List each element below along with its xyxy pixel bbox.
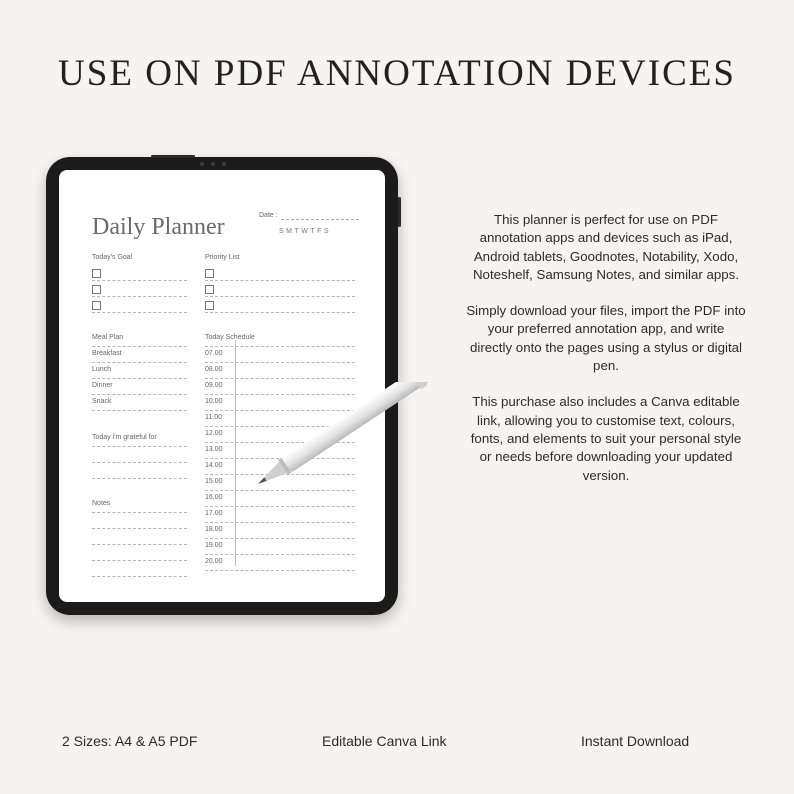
time-slot: 11.00 xyxy=(205,414,222,421)
time-slot: 12.00 xyxy=(205,430,223,437)
time-slot: 19.00 xyxy=(205,542,223,549)
notes-line xyxy=(92,512,187,513)
meal-breakfast: Breakfast xyxy=(92,350,122,357)
priority-checkbox[interactable] xyxy=(205,301,214,310)
notes-line xyxy=(92,576,187,577)
time-slot: 18.00 xyxy=(205,526,223,533)
notes-line xyxy=(92,544,187,545)
meal-plan-label: Meal Plan xyxy=(92,334,124,341)
stylus-pen-icon xyxy=(250,382,480,492)
goal-line xyxy=(92,312,187,313)
description-paragraph-1: This planner is perfect for use on PDF annotation apps and devices such as iPad, Android tablets, Goodnotes, Notability, Xodo, Noteshelf, Samsung Notes, and similar apps. xyxy=(472,212,740,282)
planner-title: Daily Planner xyxy=(92,214,225,240)
time-slot: 15.00 xyxy=(205,478,223,485)
description xyxy=(466,211,746,503)
priority-line xyxy=(205,280,355,281)
schedule-line xyxy=(205,362,355,363)
feature-canva-link: Editable Canva Link xyxy=(322,733,447,749)
meal-dinner: Dinner xyxy=(92,382,113,389)
camera-dot xyxy=(222,162,226,166)
schedule-line xyxy=(205,554,355,555)
priority-line xyxy=(205,296,355,297)
priority-line xyxy=(205,312,355,313)
description-paragraph-3: This purchase also includes a Canva editable link, allowing you to customise text, colours, fonts, and elements to suit your personal style or needs before downloading your updated version. xyxy=(470,394,742,483)
notes-line xyxy=(92,560,187,561)
time-slot: 09.00 xyxy=(205,382,223,389)
date-line xyxy=(281,219,359,220)
goal-line xyxy=(92,280,187,281)
camera-icon xyxy=(211,162,215,166)
schedule-line xyxy=(205,522,355,523)
time-slot: 07.00 xyxy=(205,350,223,357)
tablet-power-button xyxy=(398,197,401,227)
schedule-line xyxy=(205,378,355,379)
grateful-label: Today i'm grateful for xyxy=(92,434,157,441)
notes-line xyxy=(92,528,187,529)
grateful-line xyxy=(92,478,187,479)
schedule-label: Today Schedule xyxy=(205,334,255,341)
time-slot: 10.00 xyxy=(205,398,223,405)
grateful-line xyxy=(92,446,187,447)
description-paragraph-2: Simply download your files, import the PDF into your preferred annotation app, and write directly onto the pages using a stylus or digital pen. xyxy=(466,303,746,374)
tablet-volume-button xyxy=(151,155,195,158)
schedule-line xyxy=(205,538,355,539)
time-slot: 16.00 xyxy=(205,494,223,501)
goal-checkbox[interactable] xyxy=(92,301,101,310)
notes-label: Notes xyxy=(92,500,111,507)
meal-line xyxy=(92,346,187,347)
time-slot: 08.00 xyxy=(205,366,223,373)
meal-lunch: Lunch xyxy=(92,366,112,373)
time-slot: 17.00 xyxy=(205,510,223,517)
meal-line xyxy=(92,410,187,411)
camera-dot xyxy=(200,162,204,166)
meal-line xyxy=(92,362,187,363)
date-label: Date : xyxy=(259,212,278,219)
weekday-letters: SMTWTFS xyxy=(279,228,332,235)
feature-sizes: 2 Sizes: A4 & A5 PDF xyxy=(62,733,198,749)
schedule-line xyxy=(205,346,355,347)
priority-checkbox[interactable] xyxy=(205,285,214,294)
time-slot: 13.00 xyxy=(205,446,223,453)
schedule-line xyxy=(205,506,355,507)
schedule-divider xyxy=(235,340,236,566)
meal-snack: Snack xyxy=(92,398,112,405)
todays-goal-label: Today's Goal xyxy=(92,254,133,261)
goal-checkbox[interactable] xyxy=(92,269,101,278)
meal-line xyxy=(92,394,187,395)
priority-checkbox[interactable] xyxy=(205,269,214,278)
feature-instant-download: Instant Download xyxy=(581,733,690,749)
goal-checkbox[interactable] xyxy=(92,285,101,294)
meal-line xyxy=(92,378,187,379)
headline: USE ON PDF ANNOTATION DEVICES xyxy=(58,53,736,94)
time-slot: 14.00 xyxy=(205,462,223,469)
schedule-line xyxy=(205,570,355,571)
time-slot: 20.00 xyxy=(205,558,223,565)
grateful-line xyxy=(92,462,187,463)
goal-line xyxy=(92,296,187,297)
priority-list-label: Priority List xyxy=(205,254,240,261)
